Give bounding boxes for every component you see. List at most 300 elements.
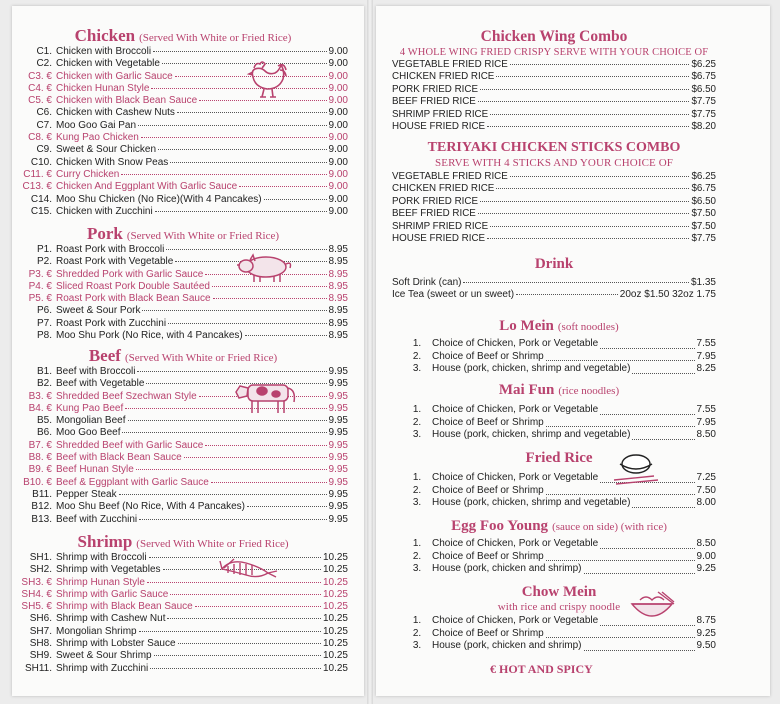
item-number: 3.	[412, 640, 422, 651]
wing-combo-section	[392, 28, 716, 133]
item-code: B2.	[36, 378, 52, 390]
item-code: SH2.	[29, 564, 52, 576]
item-code: P8.	[36, 330, 52, 342]
item-price: 10.25	[322, 650, 348, 662]
item-number: 2.	[412, 484, 422, 496]
dot-leader	[478, 101, 690, 102]
item-code: C4. €	[28, 82, 52, 94]
item-name: HOUSE FRIED RICE	[392, 121, 486, 133]
combo-item-row	[392, 96, 716, 108]
item-price: 20oz $1.50 32oz 1.75	[619, 289, 716, 301]
item-name: House (pork, chicken, shrimp and vegetable)	[432, 429, 631, 440]
item-price: 8.95	[328, 256, 348, 268]
item-number: 3.	[412, 429, 422, 440]
lo-mein-section	[402, 318, 716, 376]
item-code: SH9.	[29, 650, 52, 662]
item-name: Shredded Beef Szechwan Style	[56, 390, 197, 402]
dot-leader	[632, 427, 694, 440]
item-price: $8.20	[691, 121, 716, 133]
dot-leader	[496, 76, 689, 77]
item-price: 8.95	[328, 268, 348, 280]
dot-leader	[177, 112, 327, 113]
dot-leader	[584, 638, 695, 651]
menu-item-row	[18, 514, 348, 526]
dot-leader	[138, 125, 326, 126]
dot-leader	[490, 226, 689, 227]
item-number: 2.	[412, 350, 422, 362]
combo-item-row	[392, 109, 716, 121]
lo-mein-title-text: Lo Mein	[499, 318, 554, 334]
item-number: 2.	[412, 550, 422, 562]
item-price: 9.00	[328, 70, 348, 82]
item-number: 1.	[412, 472, 422, 483]
item-name: CHICKEN FRIED RICE	[392, 183, 495, 195]
dot-leader	[141, 137, 327, 138]
item-name: Sliced Roast Pork Double Sautéed	[56, 280, 210, 292]
dot-leader	[158, 149, 326, 150]
item-name: Ice Tea (sweet or un sweet)	[392, 289, 515, 301]
item-code: B6.	[36, 427, 52, 439]
item-name: SHRIMP FRIED RICE	[392, 108, 489, 120]
egg-foo-young-title	[402, 518, 716, 535]
item-code: P7.	[36, 317, 52, 329]
item-number: 3.	[412, 363, 422, 374]
dot-leader	[139, 519, 326, 520]
pork-list	[18, 244, 348, 342]
teriyaki-combo-list	[392, 171, 716, 245]
item-name: Moo Goo Gai Pan	[56, 119, 137, 131]
dot-leader	[480, 201, 689, 202]
menu-item-row	[18, 415, 348, 427]
item-code: B10. €	[23, 476, 52, 488]
item-number: 1.	[412, 338, 422, 349]
dot-leader	[119, 494, 327, 495]
menu-item-row	[18, 626, 348, 638]
item-code: P6.	[36, 305, 52, 317]
dot-leader	[199, 100, 326, 101]
item-price: $7.50	[691, 208, 716, 220]
hot-and-spicy-legend: € HOT AND SPICY	[490, 662, 593, 676]
dot-leader	[632, 495, 694, 508]
item-price: $6.50	[691, 83, 716, 95]
combo-item-row	[392, 183, 716, 195]
item-name: HOUSE FRIED RICE	[392, 233, 486, 245]
item-price: $7.75	[691, 233, 716, 245]
combo-item-row	[392, 121, 716, 133]
wing-combo-note: 4 WHOLE WING FRIED CRISPY SERVE WITH YOUR CHOICE OF	[399, 47, 709, 58]
item-code: C6.	[36, 107, 52, 119]
dot-leader	[546, 626, 695, 639]
combo-item-row	[392, 59, 716, 71]
item-name: Kung Pao Chicken	[56, 132, 139, 144]
dot-leader	[546, 415, 695, 428]
item-code: B13.	[31, 513, 52, 525]
item-name: Choice of Chicken, Pork or Vegetable	[432, 538, 599, 549]
dot-leader	[496, 188, 689, 189]
item-code: C7.	[36, 119, 52, 131]
menu-item-row	[18, 464, 348, 476]
menu-item-row	[18, 58, 348, 70]
dot-leader	[211, 482, 327, 483]
combo-item-row	[392, 71, 716, 83]
dot-leader	[247, 506, 327, 507]
item-code: B9. €	[28, 464, 52, 476]
item-name: PORK FRIED RICE	[392, 195, 479, 207]
dot-leader	[584, 561, 695, 574]
item-price: 9.95	[328, 513, 348, 525]
item-name: Moo Goo Beef	[56, 427, 121, 439]
dot-leader	[166, 249, 326, 250]
dot-leader	[168, 323, 326, 324]
item-price: 9.00	[328, 82, 348, 94]
item-price: 10.25	[322, 576, 348, 588]
item-price: 8.00	[696, 497, 716, 508]
item-name: Chicken With Snow Peas	[56, 156, 169, 168]
item-price: 10.25	[322, 601, 348, 613]
item-code: C8. €	[28, 132, 52, 144]
item-name: Chicken with Vegetable	[56, 58, 160, 70]
numbered-item-row	[402, 429, 716, 442]
shrimp-title-text: Shrimp	[77, 532, 133, 551]
dot-leader	[264, 199, 327, 200]
item-code: SH7.	[29, 625, 52, 637]
item-price: 10.25	[322, 662, 348, 674]
item-name: Choice of Chicken, Pork or Vegetable	[432, 472, 599, 483]
numbered-item-row	[402, 563, 716, 576]
item-price: 9.00	[328, 205, 348, 217]
item-name: Choice of Chicken, Pork or Vegetable	[432, 615, 599, 626]
item-name: Beef with Zucchini	[56, 513, 138, 525]
menu-item-row	[18, 305, 348, 317]
item-price: 8.95	[328, 280, 348, 292]
menu-item-row	[18, 452, 348, 464]
item-price: 9.00	[328, 168, 348, 180]
item-code: B5.	[36, 415, 52, 427]
item-price: $7.50	[691, 220, 716, 232]
menu-item-row	[18, 169, 348, 181]
item-price: 9.00	[328, 144, 348, 156]
dot-leader	[184, 457, 327, 458]
menu-item-row	[18, 564, 348, 576]
combo-item-row	[392, 171, 716, 183]
item-name: Kung Pao Beef	[56, 402, 124, 414]
lo-mein-list	[402, 338, 716, 376]
item-price: 9.95	[328, 464, 348, 476]
drink-item-row	[392, 289, 716, 301]
item-name: Choice of Chicken, Pork or Vegetable	[432, 338, 599, 349]
dot-leader	[600, 336, 694, 349]
mai-fun-title-text: Mai Fun	[498, 382, 555, 398]
dot-leader	[139, 631, 321, 632]
dot-leader	[245, 335, 327, 336]
item-name: Pepper Steak	[56, 488, 117, 500]
item-price: 9.95	[328, 439, 348, 451]
item-name: Moo Shu Chicken (No Rice)(With 4 Pancakes)	[56, 193, 262, 205]
menu-item-row	[18, 638, 348, 650]
item-name: Chicken Hunan Style	[56, 82, 150, 94]
combo-item-row	[392, 208, 716, 220]
item-price: 8.25	[696, 363, 716, 374]
item-price: 10.25	[322, 638, 348, 650]
dot-leader	[600, 536, 694, 549]
menu-item-row	[18, 206, 348, 218]
item-name: Roast Pork with Broccoli	[56, 244, 165, 255]
item-price: 9.00	[696, 550, 716, 562]
menu-item-row	[18, 613, 348, 625]
item-code: SH5. €	[21, 601, 52, 613]
item-name: House (pork, chicken and shrimp)	[432, 563, 582, 574]
item-code: B12.	[31, 501, 52, 513]
item-name: Beef with Black Bean Sauce	[56, 452, 182, 464]
egg-foo-young-subtitle: (sauce on side) (with rice)	[552, 521, 667, 533]
egg-foo-young-section	[402, 518, 716, 576]
item-name: Choice of Chicken, Pork or Vegetable	[432, 404, 599, 415]
menu-item-row	[18, 83, 348, 95]
item-code: SH11.	[24, 662, 52, 674]
item-number: 2.	[412, 627, 422, 639]
item-code: P4. €	[28, 280, 52, 292]
item-price: 9.95	[328, 476, 348, 488]
item-name: Shredded Pork with Garlic Sauce	[56, 268, 204, 280]
item-name: Sweet & Sour Shrimp	[56, 650, 152, 662]
item-name: Shrimp with Vegetables	[56, 564, 161, 576]
item-price: 9.95	[328, 378, 348, 390]
item-price: $7.75	[691, 108, 716, 120]
item-code: B11.	[32, 488, 52, 500]
shrimp-title	[18, 532, 348, 552]
item-name: House (pork, chicken and shrimp)	[432, 640, 582, 651]
item-price: $7.75	[691, 96, 716, 108]
dot-leader	[142, 310, 326, 311]
shrimp-icon	[218, 557, 280, 581]
item-name: Shrimp with Cashew Nut	[56, 613, 166, 625]
item-name: Choice of Beef or Shrimp	[432, 550, 544, 562]
menu-item-row	[18, 489, 348, 501]
menu-item-row	[18, 181, 348, 193]
item-number: 2.	[412, 416, 422, 428]
item-price: 7.95	[696, 416, 716, 428]
item-price: 10.25	[322, 625, 348, 637]
menu-item-row	[18, 366, 348, 378]
item-name: Sweet & Sour Pork	[56, 305, 141, 317]
item-code: B3. €	[28, 390, 52, 402]
shrimp-section	[18, 532, 348, 675]
menu-item-row	[18, 427, 348, 439]
item-name: PORK FRIED RICE	[392, 83, 479, 95]
menu-item-row	[18, 477, 348, 489]
dot-leader	[516, 294, 618, 295]
menu-item-row	[18, 293, 348, 305]
dot-leader	[147, 582, 321, 583]
item-name: Chicken with Black Bean Sauce	[56, 95, 198, 107]
item-name: BEEF FRIED RICE	[392, 208, 476, 220]
item-name: Moo Shu Beef (No Rice, With 4 Pancakes)	[56, 501, 245, 513]
dot-leader	[167, 618, 320, 619]
item-number: 3.	[412, 563, 422, 574]
egg-foo-young-title-text: Egg Foo Young	[451, 518, 549, 534]
item-price: 7.95	[696, 350, 716, 362]
dot-leader	[213, 298, 327, 299]
dot-leader	[546, 349, 695, 362]
dot-leader	[480, 89, 689, 90]
shrimp-list	[18, 552, 348, 675]
pork-title	[18, 224, 348, 244]
item-name: Choice of Beef or Shrimp	[432, 350, 544, 362]
dot-leader	[137, 371, 326, 372]
dot-leader	[463, 282, 689, 283]
item-code: P5. €	[28, 293, 52, 305]
item-code: C9.	[36, 144, 52, 156]
item-price: 9.00	[328, 156, 348, 168]
item-price: 9.95	[328, 427, 348, 439]
item-code: SH6.	[29, 613, 52, 625]
item-price: $6.25	[691, 59, 716, 70]
item-code: C2.	[36, 58, 52, 70]
item-name: House (pork, chicken, shrimp and vegetable)	[432, 363, 631, 374]
item-price: 9.00	[328, 119, 348, 131]
dot-leader	[170, 162, 326, 163]
item-price: 7.55	[696, 338, 716, 349]
lo-mein-title	[402, 318, 716, 335]
item-price: $6.75	[691, 71, 716, 83]
item-name: Shrimp Hunan Style	[56, 576, 145, 588]
chow-mein-title: Chow Mein	[521, 584, 597, 600]
item-code: B4. €	[28, 402, 52, 414]
item-price: 9.95	[328, 402, 348, 414]
teriyaki-combo-title: TERIYAKI CHICKEN STICKS COMBO	[427, 140, 681, 155]
dot-leader	[155, 211, 327, 212]
fried-rice-title: Fried Rice	[525, 450, 593, 466]
item-code: C5. €	[28, 95, 52, 107]
item-code: C13. €	[22, 181, 52, 193]
item-price: 7.25	[696, 472, 716, 483]
item-price: $1.35	[690, 277, 716, 288]
dot-leader	[478, 213, 690, 214]
menu-item-row	[18, 46, 348, 58]
item-price: 9.95	[328, 501, 348, 513]
beef-title-text: Beef	[88, 346, 121, 365]
pork-title-text: Pork	[86, 224, 123, 243]
item-price: 8.95	[328, 244, 348, 255]
item-name: Moo Shu Pork (No Rice, with 4 Pancakes)	[56, 330, 243, 342]
item-name: VEGETABLE FRIED RICE	[392, 171, 508, 182]
item-code: C14.	[30, 193, 52, 205]
menu-item-row	[18, 318, 348, 330]
item-price: 9.00	[328, 46, 348, 57]
menu-item-row	[18, 577, 348, 589]
dot-leader	[122, 432, 326, 433]
item-name: Beef with Vegetable	[56, 378, 145, 390]
item-price: 9.95	[328, 415, 348, 427]
item-name: Soft Drink (can)	[392, 277, 462, 288]
menu-item-row	[18, 650, 348, 662]
item-price: 10.25	[322, 613, 348, 625]
item-price: 9.95	[328, 366, 348, 377]
dot-leader	[151, 88, 326, 89]
item-name: Chicken And Eggplant With Garlic Sauce	[56, 181, 238, 193]
item-price: 9.00	[328, 95, 348, 107]
pig-icon	[236, 252, 298, 284]
menu-item-row	[18, 330, 348, 342]
chow-mein-note: with rice and crispy noodle	[497, 601, 621, 613]
item-name: House (pork, chicken, shrimp and vegetable)	[432, 497, 631, 508]
item-name: Shrimp with Black Bean Sauce	[56, 601, 193, 613]
menu-item-row	[18, 281, 348, 293]
menu-item-row	[18, 256, 348, 268]
menu-item-row	[18, 157, 348, 169]
item-code: P3. €	[28, 268, 52, 280]
beef-subtitle: (Served With White or Fried Rice)	[124, 352, 278, 364]
item-price: 7.55	[696, 404, 716, 415]
menu-item-row	[18, 71, 348, 83]
menu-item-row	[18, 95, 348, 107]
combo-item-row	[392, 221, 716, 233]
item-price: 9.00	[328, 58, 348, 70]
beef-title	[18, 346, 348, 366]
numbered-item-row	[402, 363, 716, 376]
combo-item-row	[392, 233, 716, 245]
chicken-title	[18, 26, 348, 46]
shrimp-subtitle: (Served With White or Fried Rice)	[136, 538, 289, 550]
item-code: B1.	[36, 366, 52, 377]
item-price: 8.95	[328, 317, 348, 329]
item-name: CHICKEN FRIED RICE	[392, 71, 495, 83]
wing-combo-list	[392, 59, 716, 133]
dot-leader	[546, 549, 695, 562]
dot-leader	[128, 420, 327, 421]
menu-item-row	[18, 601, 348, 613]
item-price: $6.75	[691, 183, 716, 195]
item-code: SH4. €	[21, 588, 52, 600]
item-name: Beef with Broccoli	[56, 366, 136, 377]
chicken-list	[18, 46, 348, 218]
lo-mein-subtitle: (soft noodles)	[557, 321, 619, 333]
item-name: Chicken with Garlic Sauce	[56, 70, 173, 82]
dot-leader	[510, 176, 690, 177]
item-number: 1.	[412, 404, 422, 415]
item-code: B7. €	[28, 439, 52, 451]
item-price: 9.00	[328, 193, 348, 205]
egg-foo-young-list	[402, 538, 716, 576]
item-price: 10.25	[322, 552, 348, 563]
item-name: Shrimp with Broccoli	[56, 552, 147, 563]
item-name: SHRIMP FRIED RICE	[392, 220, 489, 232]
item-code: B8. €	[28, 452, 52, 464]
item-price: 10.25	[322, 564, 348, 576]
menu-item-row	[18, 269, 348, 281]
item-price: 9.95	[328, 488, 348, 500]
drink-item-row	[392, 277, 716, 289]
menu-item-row	[18, 107, 348, 119]
item-price: 10.25	[322, 588, 348, 600]
menu-item-row	[18, 440, 348, 452]
mai-fun-list	[402, 404, 716, 442]
chicken-subtitle: (Served With White or Fried Rice)	[139, 32, 292, 44]
menu-item-row	[18, 552, 348, 564]
item-name: VEGETABLE FRIED RICE	[392, 59, 508, 70]
item-price: 9.50	[696, 640, 716, 651]
item-name: Mongolian Beef	[56, 415, 126, 427]
item-price: 9.00	[328, 181, 348, 193]
dot-leader	[195, 606, 321, 607]
dot-leader	[121, 174, 326, 175]
item-name: Roast Pork with Vegetable	[56, 256, 174, 268]
dot-leader	[136, 469, 327, 470]
dot-leader	[212, 286, 327, 287]
dot-leader	[153, 51, 326, 52]
menu-item-row	[18, 120, 348, 132]
item-name: Choice of Beef or Shrimp	[432, 416, 544, 428]
